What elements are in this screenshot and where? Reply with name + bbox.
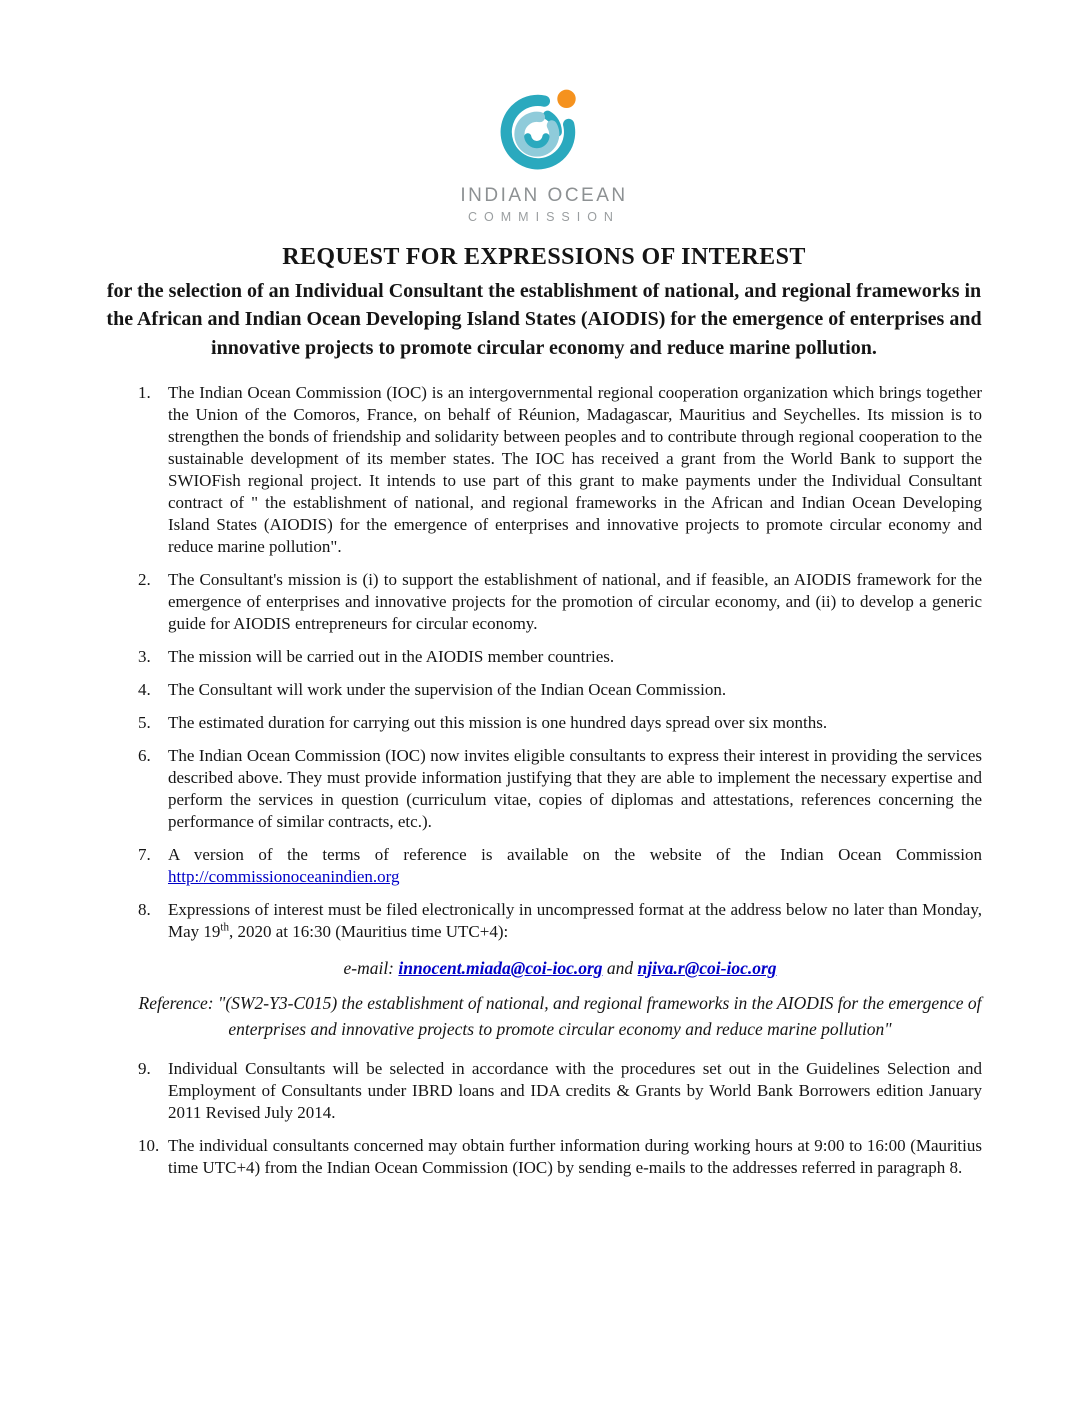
item-number: 4. [138, 680, 151, 700]
list-item [138, 712, 982, 734]
item-number: 9. [138, 1058, 151, 1078]
text-segment: Expressions of interest must be filed electronically in uncompressed format at the address below no later than Monday, May 19 [168, 900, 982, 942]
item-number: 3. [138, 647, 151, 667]
list-item [138, 646, 982, 668]
item-number: 5. [138, 713, 151, 733]
text-segment: The individual consultants concerned may obtain further information during working hours at 9:00 to 16:00 (Mauritius time UTC+4) from the Indian Ocean Commission (IOC) by sending e-mails to the addresses referred in paragraph 8. [168, 1135, 982, 1177]
text-segment: , 2020 at 16:30 (Mauritius time UTC+4): [229, 922, 509, 942]
list-item [138, 1058, 982, 1124]
superscript: th [220, 921, 230, 934]
list-item [138, 844, 982, 888]
ioc-logo [106, 84, 982, 224]
item-text [168, 382, 982, 558]
text-segment: A version of the terms of reference is available on the website of the Indian Ocean Commission [168, 845, 982, 865]
item-number: 6. [138, 746, 151, 766]
numbered-list-items-1-8 [138, 382, 982, 943]
email-link-1[interactable]: innocent.miada@coi-ioc.org [398, 958, 603, 979]
item-text [168, 899, 982, 943]
text-segment: The Consultant's mission is (i) to support the establishment of national, and if feasible, an AIODIS framework for the emergence of enterprises and innovative projects for the promotion of circular economy, and (ii) to develop a generic guide for AIODIS entrepreneurs for circular economy. [168, 570, 982, 634]
email-link-2[interactable]: njiva.r@coi-ioc.org [637, 958, 777, 979]
orange-dot [557, 90, 575, 108]
list-item [138, 1135, 982, 1179]
list-item [138, 899, 982, 943]
text-segment: The estimated duration for carrying out this mission is one hundred days spread over six months. [168, 713, 828, 733]
item-number: 7. [138, 845, 151, 865]
numbered-list [138, 382, 982, 1179]
item-text [168, 679, 982, 701]
item-text [168, 569, 982, 635]
item-text [168, 712, 982, 734]
item-number: 10. [138, 1135, 160, 1155]
item-number: 1. [138, 383, 151, 403]
item-text [168, 1058, 982, 1124]
text-segment: The mission will be carried out in the AIODIS member countries. [168, 647, 615, 667]
item-text [168, 745, 982, 833]
reference-line: Reference: "(SW2-Y3-C015) the establishment of national, and regional frameworks in the AIODIS for the emergence of enterprises and innovative projects to promote circular economy and reduce marine pollution" [138, 993, 982, 1039]
email-line [138, 957, 982, 979]
numbered-list-items-9-10 [138, 1058, 982, 1179]
list-item [138, 679, 982, 701]
text-segment: The Consultant will work under the supervision of the Indian Ocean Commission. [168, 680, 727, 700]
list-item [138, 382, 982, 558]
list-item [138, 569, 982, 635]
document-subtitle: for the selection of an Individual Consultant the establishment of national, and regional frameworks in the African and Indian Ocean Developing Island States (AIODIS) for the emergence of enterprises and innovative projects to promote circular economy and reduce marine pollution. [106, 280, 982, 359]
item-number: 8. [138, 900, 151, 920]
item-text [168, 1135, 982, 1179]
logo-text-secondary: COMMISSION [468, 210, 620, 224]
email-conjunction: and [602, 958, 638, 979]
item-number: 2. [138, 570, 151, 590]
ioc-logo-icon [492, 84, 596, 174]
text-segment: Individual Consultants will be selected in accordance with the procedures set out in the Guidelines Selection and Employment of Consultants under IBRD loans and IDA credits & Grants by World Bank Borrowers edition January 2011 Revised July 2014. [168, 1058, 982, 1122]
list-item [138, 745, 982, 833]
email-prefix: e-mail: [343, 958, 399, 979]
hyperlink[interactable]: http://commissionoceanindien.org [168, 867, 400, 887]
item-text [168, 844, 982, 888]
text-segment: The Indian Ocean Commission (IOC) is an intergovernmental regional cooperation organization which brings together the Union of the Comoros, France, on behalf of Réunion, Madagascar, Mauritius and Seychelles. Its mission is to strengthen the bonds of friendship and solidarity between peoples and to contribute through regional cooperation to the sustainable development of its member states. The IOC has received a grant from the World Bank to support the SWIOFish regional project. It intends to use part of this grant to make payments under the Individual Consultant contract of " the establishment of national, and regional frameworks in the African and Indian Ocean Developing Island States (AIODIS) for the emergence of enterprises and innovative projects to promote circular economy and reduce marine pollution". [168, 383, 982, 557]
document-title: REQUEST FOR EXPRESSIONS OF INTEREST [282, 244, 806, 270]
logo-text-primary: INDIAN OCEAN [460, 185, 628, 206]
text-segment: The Indian Ocean Commission (IOC) now invites eligible consultants to express their interest in providing the services described above. They must provide information justifying that they are able to implement the necessary expertise and perform the services in question (curriculum vitae, copies of diplomas and attestations, references concerning the performance of similar contracts, etc.). [168, 746, 982, 832]
item-text [168, 646, 982, 668]
